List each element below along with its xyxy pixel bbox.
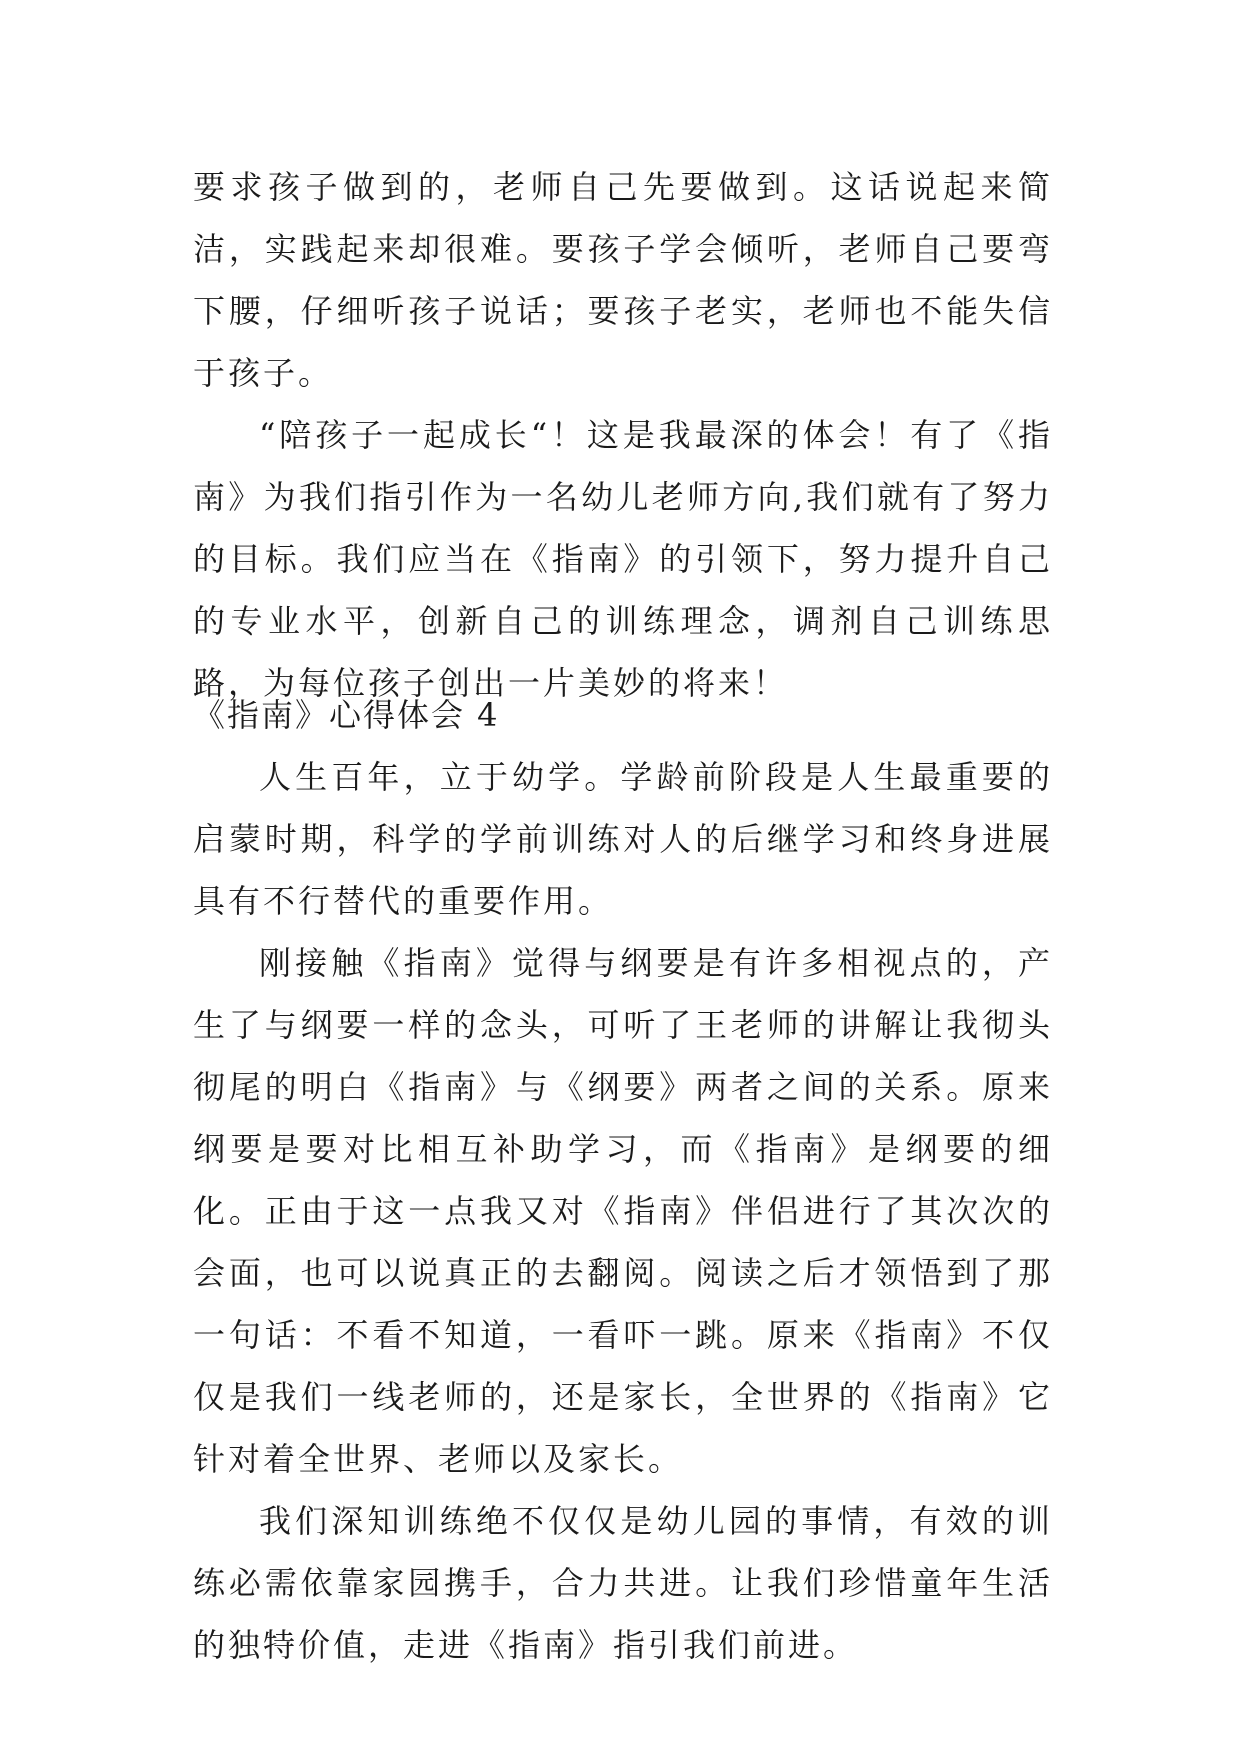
paragraph: “陪孩子一起成长“！这是我最深的体会！有了《指南》为我们指引作为一名幼儿老师方向,我们就有了努力的目标。我们应当在《指南》的引领下，努力提升自己的专业水平，创新自己的训练理念，调剂自己训练思路，为每位孩子创出一片美妙的将来！ xyxy=(193,416,1053,702)
paragraph: 人生百年，立于幼学。学龄前阶段是人生最重要的启蒙时期，科学的学前训练对人的后继学习和终身进展具有不行替代的重要作用。 xyxy=(193,758,1053,920)
paragraph: 我们深知训练绝不仅仅是幼儿园的事情，有效的训练必需依靠家园携手，合力共进。让我们珍惜童年生活的独特价值，走进《指南》指引我们前进。 xyxy=(193,1502,1053,1664)
paragraph: 刚接触《指南》觉得与纲要是有许多相视点的，产生了与纲要一样的念头，可听了王老师的讲解让我彻头彻尾的明白《指南》与《纲要》两者之间的关系。原来纲要是要对比相互补助学习，而《指南》是纲要的细化。正由于这一点我又对《指南》伴侣进行了其次次的会面，也可以说真正的去翻阅。阅读之后才领悟到了那一句话：不看不知道，一看吓一跳。原来《指南》不仅仅是我们一线老师的，还是家长，全世界的《指南》它针对着全世界、老师以及家长。 xyxy=(193,944,1053,1478)
section-title: 《指南》心得体会 4 xyxy=(193,696,500,734)
section-4 xyxy=(193,684,1053,1676)
continued-section xyxy=(193,156,1053,714)
paragraph: 要求孩子做到的，老师自己先要做到。这话说起来简洁，实践起来却很难。要孩子学会倾听，老师自己要弯下腰，仔细听孩子说话；要孩子老实，老师也不能失信于孩子。 xyxy=(193,168,1053,392)
